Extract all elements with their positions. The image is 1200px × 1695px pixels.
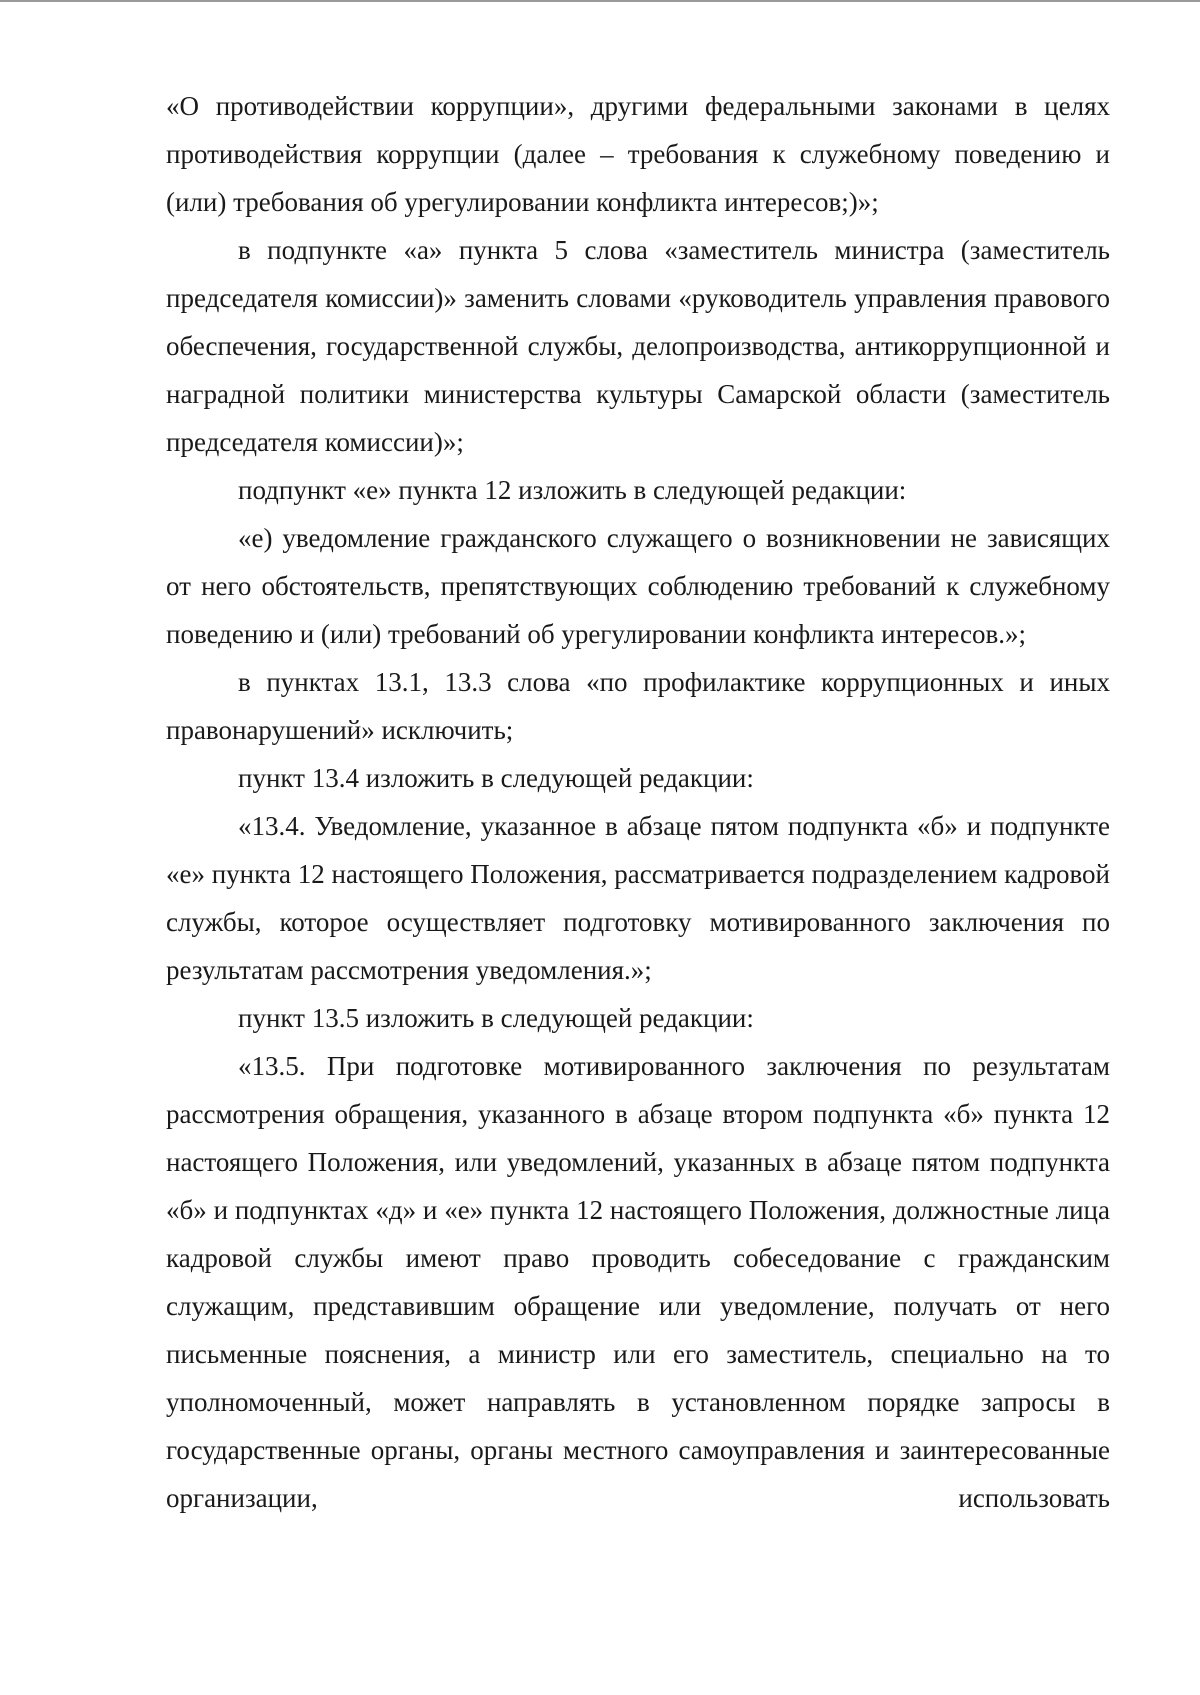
paragraph-6: пункт 13.4 изложить в следующей редакции: bbox=[238, 763, 754, 793]
document-body bbox=[166, 82, 1110, 1522]
paragraph-1: «О противодействии коррупции», другими федеральными законами в целях противодействия коррупции (далее – требования к служебному поведению и (или) требования об урегулировании конфликта интересов;)»; bbox=[166, 91, 1110, 217]
paragraph-7: «13.4. Уведомление, указанное в абзаце пятом подпункта «б» и подпункте «е» пункта 12 настоящего Положения, рассматривается подразделением кадровой службы, которое осуществляет подготовку мотивированного заключения по результатам рассмотрения уведомления.»; bbox=[166, 811, 1111, 985]
paragraph-4: «е) уведомление гражданского служащего о возникновении не зависящих от него обстоятельств, препятствующих соблюдению требований к служебному поведению и (или) требований об урегулировании конфликта интересов.»; bbox=[166, 523, 1110, 649]
paragraph-3: подпункт «е» пункта 12 изложить в следующей редакции: bbox=[238, 475, 907, 505]
paragraph-9: «13.5. При подготовке мотивированного заключения по результатам рассмотрения обращения, указанного в абзаце втором подпункта «б» пункта 12 настоящего Положения, или уведомлений, указанных в абзаце пятом подпункта «б» и подпунктах «д» и «е» пункта 12 настоящего Положения, должностные лица кадровой службы имеют право проводить собеседование с гражданским служащим, представившим обращение или уведомление, получать от него письменные пояснения, а министр или его заместитель, специально на то уполномоченный, может направлять в установленном порядке запросы в государственные органы, органы местного самоуправления и заинтересованные организации, использовать bbox=[166, 1051, 1110, 1513]
scan-top-edge bbox=[0, 0, 1200, 2]
paragraph-8: пункт 13.5 изложить в следующей редакции: bbox=[238, 1003, 754, 1033]
paragraph-5: в пунктах 13.1, 13.3 слова «по профилактике коррупционных и иных правонарушений» исключить; bbox=[166, 667, 1110, 745]
paragraph-2: в подпункте «а» пункта 5 слова «заместитель министра (заместитель председателя комиссии)» заменить словами «руководитель управления правового обеспечения, государственной службы, делопроизводства, антикоррупционной и наградной политики министерства культуры Самарской области (заместитель председателя комиссии)»; bbox=[166, 235, 1110, 457]
